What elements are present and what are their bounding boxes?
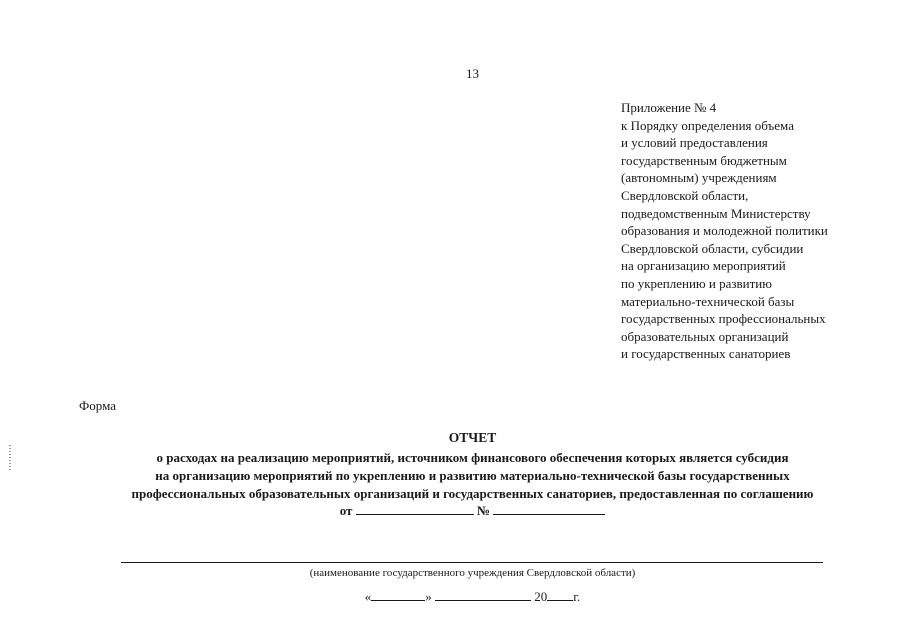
year-prefix: 20: [534, 589, 548, 604]
appendix-line: Свердловской области,: [621, 187, 749, 203]
appendix-line: к Порядку определения объема: [621, 117, 794, 133]
appendix-line: государственным бюджетным: [621, 152, 787, 168]
report-line: на организацию мероприятий по укреплению и развитию материально-технической базы государственных: [155, 467, 790, 483]
agreement-number-blank: [493, 502, 605, 515]
number-label: №: [476, 503, 491, 519]
appendix-line: (автономным) учреждениям: [621, 170, 777, 186]
open-quote: «: [364, 589, 372, 604]
institution-caption: (наименование государственного учреждения Свердловской области): [309, 567, 636, 579]
page-number: 13: [466, 66, 479, 81]
institution-name-line: [121, 562, 823, 563]
year-blank: [547, 588, 573, 601]
day-blank: [371, 588, 425, 601]
report-title: ОТЧЕТ: [448, 430, 497, 445]
appendix-line: и условий предоставления: [621, 135, 768, 151]
agreement-line: [0, 502, 905, 520]
from-label: от: [339, 503, 353, 519]
month-blank: [435, 588, 531, 601]
year-suffix: г.: [573, 589, 581, 604]
agreement-date-blank: [356, 502, 474, 515]
appendix-block: [621, 99, 828, 363]
report-description: [0, 449, 905, 520]
appendix-line: подведомственным Министерству: [621, 205, 811, 221]
appendix-line: на организацию мероприятий: [621, 258, 786, 274]
date-line: [0, 588, 905, 605]
appendix-line: Приложение № 4: [621, 100, 717, 115]
form-label: Форма: [79, 398, 116, 413]
report-line: профессиональных образовательных организаций и государственных санаториев, предоставленная по соглашению: [131, 485, 814, 501]
appendix-line: Свердловской области, субсидии: [621, 240, 804, 256]
appendix-line: государственных профессиональных: [621, 311, 826, 327]
appendix-line: образовательных организаций: [621, 328, 789, 344]
appendix-line: образования и молодежной политики: [621, 223, 828, 239]
close-quote: »: [425, 589, 432, 604]
appendix-line: и государственных санаториев: [621, 346, 791, 362]
appendix-line: материально-технической базы: [621, 293, 795, 309]
report-line: о расходах на реализацию мероприятий, источником финансового обеспечения которых является субсидия: [156, 450, 789, 465]
appendix-line: по укреплению и развитию: [621, 275, 772, 291]
